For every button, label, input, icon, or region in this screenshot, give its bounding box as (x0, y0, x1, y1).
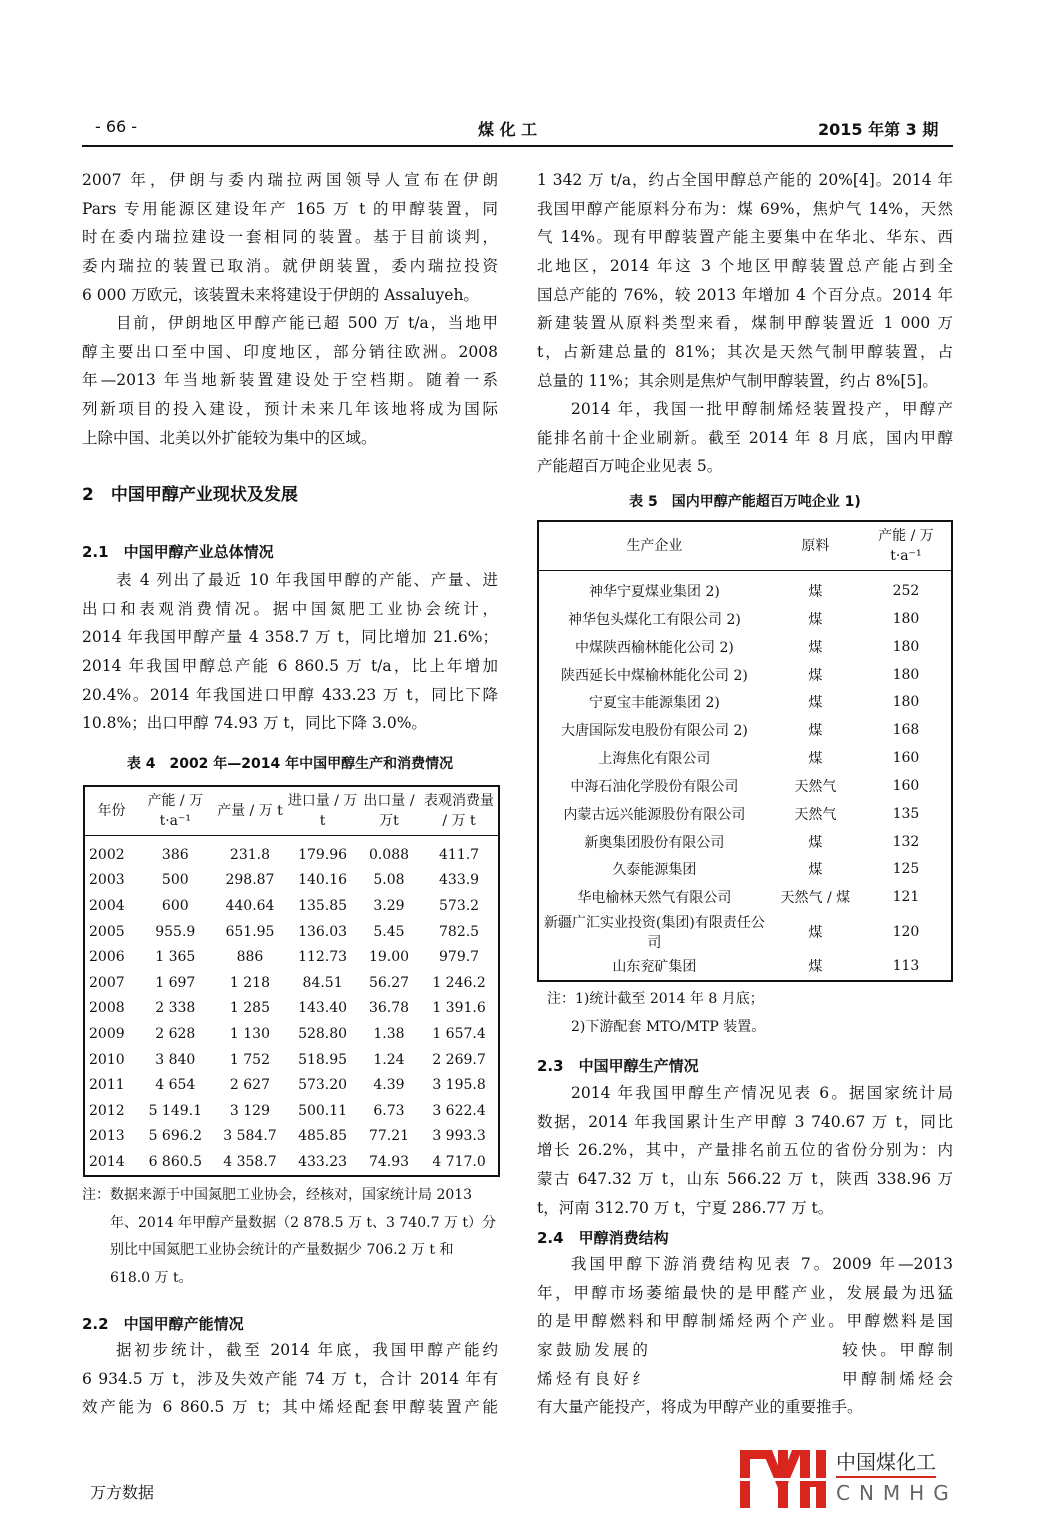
right-paragraph-4 (537, 1250, 953, 1422)
table-cell: 天然气 / 煤 (780, 890, 851, 907)
table-cell: 新奥集团股份有限公司 (584, 834, 725, 851)
text-line: Pars 专用能源区建设年产 165 万 t 的甲醇装置，同 (82, 199, 498, 218)
left-paragraph-1 (82, 166, 498, 309)
watermark-cn-text: 中国煤化工 (836, 1448, 936, 1478)
right-paragraph-3 (537, 1079, 953, 1222)
table-cell: 神华包头煤化工有限公司 2) (568, 611, 741, 628)
table-cell: 3 993.3 (432, 1128, 486, 1145)
table-cell: 180 (892, 638, 920, 655)
table-cell: 中煤陕西榆林能化公司 2) (575, 639, 734, 656)
table-cell: 573.2 (439, 897, 480, 914)
text-line: 上除中国、北美以外扩能较为集中的区域。 (82, 428, 377, 447)
table-row (84, 944, 499, 970)
header-rule (82, 145, 953, 147)
table-cell: 528.80 (298, 1025, 348, 1042)
table-cell: 2 338 (155, 1000, 196, 1017)
table-cell: 180 (892, 694, 920, 711)
table-cell: 500.11 (298, 1102, 348, 1119)
text-line: 2007 年，伊朗与委内瑞拉两国领导人宣布在伊朗 (82, 171, 498, 189)
note-line: 别比中国氮肥工业协会统计的产量数据少 706.2 万 t 和 (110, 1242, 454, 1258)
section-2-heading: 2 中国甲醇产业现状及发展 (82, 485, 298, 505)
table-cell: 2010 (89, 1051, 125, 1068)
table-cell: 252 (892, 582, 920, 599)
table-cell: 2 628 (155, 1025, 196, 1042)
note-line: 注：1)统计截至 2014 年 8 月底； (547, 991, 764, 1007)
table-cell: 500 (161, 872, 189, 889)
column-header: 产能 / 万 t·a⁻¹ (861, 521, 952, 571)
table-row (538, 883, 952, 911)
table-cell: 19.00 (368, 949, 410, 966)
table4-caption: 表 4 2002 年—2014 年中国甲醇生产和消费情况 (126, 756, 454, 772)
table-cell: 160 (892, 750, 920, 767)
table-cell: 煤 (808, 583, 823, 600)
section-2-2-heading: 2.2 中国甲醇产能情况 (82, 1315, 244, 1333)
text-line: 烯烃有良好纟 甲醇制烯烃会 (537, 1369, 953, 1388)
table-row (538, 800, 952, 828)
table-cell: 2011 (89, 1077, 125, 1094)
table-cell: 3 622.4 (432, 1102, 486, 1119)
table-cell: 56.27 (368, 974, 410, 991)
text-line: 10.8%；出口甲醇 74.93 万 t，同比下降 3.0%。 (82, 714, 427, 733)
table-cell: 411.7 (439, 846, 480, 863)
table-4 (83, 785, 500, 1177)
table-cell: 2009 (89, 1025, 125, 1042)
text-line: 年—2013 年当地新装置建设处于空档期。随着一系 (82, 371, 498, 390)
table-row (84, 919, 499, 945)
text-line: 我国甲醇产能原料分布为：煤 69%，焦炉气 14%，天然 (537, 199, 953, 218)
table-cell: 168 (892, 722, 920, 739)
text-line: 我国甲醇下游消费结构见表 7。2009 年—2013 (571, 1255, 953, 1273)
table-cell: 天然气 (794, 806, 837, 823)
text-line: 有大量产能投产，将成为甲醇产业的重要推手。 (537, 1398, 863, 1417)
note-line: 年、2014 年甲醇产量数据（2 878.5 万 t、3 740.7 万 t）分 (110, 1214, 497, 1231)
table-cell: 231.8 (229, 846, 271, 863)
column-header: 生产企业 (538, 521, 770, 571)
table-cell: 433.23 (298, 1153, 348, 1170)
table-cell: 5.45 (373, 923, 405, 940)
table-row (538, 855, 952, 883)
table-cell: 3 584.7 (223, 1128, 277, 1145)
table-cell: 2002 (89, 846, 125, 863)
table4-note (82, 1182, 502, 1292)
table-cell: 1 285 (229, 1000, 271, 1017)
table-cell: 2004 (89, 897, 125, 914)
text-line: 6 000 万欧元，该装置未来将建设于伊朗的 Assaluyeh。 (82, 285, 479, 304)
table-cell: 煤 (808, 959, 823, 976)
table-row (538, 605, 952, 633)
table-cell: 5 149.1 (148, 1102, 202, 1119)
table-cell: 1.24 (373, 1051, 405, 1068)
table-cell: 979.7 (439, 949, 480, 966)
table-cell: 132 (892, 833, 920, 850)
table-cell: 440.64 (225, 897, 275, 914)
text-line: 时在委内瑞拉建设一套相同的装置。基于目前谈判， (82, 228, 498, 247)
text-line: 委内瑞拉的装置已取消。就伊朗装置，委内瑞拉投资 (82, 257, 498, 276)
page-number: - 66 - (95, 117, 138, 136)
table-row (538, 688, 952, 716)
table-cell: 143.40 (298, 1000, 348, 1017)
column-header: 原料 (770, 521, 861, 571)
section-2-4-heading: 2.4 甲醇消费结构 (537, 1229, 669, 1247)
table-cell: 2006 (89, 949, 125, 966)
table5-notes (547, 986, 765, 1041)
table-cell: 陕西延长中煤榆林能化公司 2) (561, 667, 748, 684)
text-line: 数据，2014 年我国累计生产甲醇 3 740.67 万 t，同比 (537, 1112, 953, 1131)
table-cell: 180 (892, 610, 920, 627)
cnmhg-logo-icon (740, 1448, 832, 1510)
table-cell: 1 130 (229, 1025, 271, 1042)
table-row (538, 571, 952, 605)
table-row (84, 970, 499, 996)
table-row (84, 1098, 499, 1124)
table-5 (537, 520, 953, 982)
table-cell: 6 860.5 (148, 1153, 202, 1170)
table-cell: 4 654 (155, 1077, 196, 1094)
text-line: 能排名前十企业刷新。截至 2014 年 8 月底，国内甲醇 (537, 428, 953, 447)
table-cell: 136.03 (298, 923, 348, 940)
table-cell: 485.85 (298, 1128, 348, 1145)
text-line: 增长 26.2%，其中，产量排名前五位的省份分别为：内 (537, 1141, 953, 1160)
table-cell: 1 391.6 (432, 1000, 486, 1017)
text-line: 目前，伊朗地区甲醇产能已超 500 万 t/a，当地甲 (116, 314, 498, 332)
text-line: t，占新建总量的 81%；其次是天然气制甲醇装置，占 (537, 343, 953, 362)
table-cell: 煤 (808, 862, 823, 879)
table-cell: 1 697 (155, 974, 196, 991)
table-cell: 955.9 (155, 923, 196, 940)
column-header: 产量 / 万 t (213, 786, 288, 836)
text-line: 2014 年我国甲醇总产能 6 860.5 万 t/a，比上年增加 (82, 657, 498, 676)
section-2-1-heading: 2.1 中国甲醇产业总体情况 (82, 543, 274, 561)
table-cell: 煤 (808, 924, 823, 941)
table-cell: 1.38 (373, 1025, 405, 1042)
table-row (538, 744, 952, 772)
table-cell: 4 717.0 (432, 1153, 486, 1170)
table-cell: 煤 (808, 834, 823, 851)
table-cell: 0.088 (368, 846, 410, 863)
table-cell: 125 (892, 861, 920, 878)
table-cell: 135 (892, 805, 920, 822)
text-line: 6 934.5 万 t，涉及失效产能 74 万 t，合计 2014 年有 (82, 1369, 498, 1388)
left-paragraph-4 (82, 1336, 498, 1422)
table-cell: 433.9 (439, 872, 480, 889)
table-cell: 74.93 (368, 1153, 410, 1170)
table-cell: 3 840 (155, 1051, 196, 1068)
text-line: 20.4%。2014 年我国进口甲醇 433.23 万 t，同比下降 (82, 685, 498, 704)
table-cell: 112.73 (298, 949, 348, 966)
table-cell: 600 (161, 897, 189, 914)
column-header: 表观消费量 / 万 t (420, 786, 499, 836)
note-line: 注：数据来源于中国氮肥工业协会，经核对，国家统计局 2013 (82, 1187, 473, 1203)
table-cell: 上海焦化有限公司 (598, 751, 711, 768)
note-line: 618.0 万 t。 (110, 1269, 193, 1286)
text-line: 北地区，2014 年这 3 个地区甲醇装置总产能占到全 (537, 257, 953, 276)
table-cell: 山东兖矿集团 (612, 959, 697, 976)
footer-source: 万方数据 (90, 1483, 155, 1502)
right-paragraph-1 (537, 166, 953, 396)
table-cell: 651.95 (225, 923, 275, 940)
table-cell: 2007 (89, 974, 125, 991)
table-cell: 84.51 (302, 974, 343, 991)
text-line: 蒙古 647.32 万 t，山东 566.22 万 t，陕西 338.96 万 (537, 1170, 953, 1189)
text-line: 醇主要出口至中国、印度地区，部分销往欧洲。2008 (82, 342, 498, 361)
table-cell: 180 (892, 666, 920, 683)
table-row (84, 1021, 499, 1047)
table-row (84, 1047, 499, 1073)
right-paragraph-2 (537, 395, 953, 481)
table-cell: 518.95 (298, 1051, 348, 1068)
table-cell: 886 (236, 949, 264, 966)
table-cell: 135.85 (298, 897, 348, 914)
table-cell: 1 246.2 (432, 974, 486, 991)
table-cell: 121 (892, 889, 920, 906)
table-cell: 160 (892, 777, 920, 794)
column-header: 年份 (84, 786, 138, 836)
table-cell: 5 696.2 (148, 1128, 202, 1145)
table-cell: 1 752 (229, 1051, 271, 1068)
text-line: t，河南 312.70 万 t，宁夏 286.77 万 t。 (537, 1198, 834, 1217)
text-line: 效产能为 6 860.5 万 t；其中烯烃配套甲醇装置产能 (82, 1398, 498, 1417)
table-cell: 2 269.7 (432, 1051, 486, 1068)
table-row (84, 1149, 499, 1176)
text-line: 家鼓励发展的 较快。甲醇制 (537, 1341, 953, 1360)
table-row (84, 1072, 499, 1098)
table-cell: 煤 (808, 723, 823, 740)
table-cell: 煤 (808, 751, 823, 768)
table-row (84, 868, 499, 894)
table-cell: 内蒙古远兴能源股份有限公司 (563, 806, 746, 823)
table-cell: 天然气 (794, 778, 837, 795)
table-cell: 1 657.4 (432, 1025, 486, 1042)
text-line: 总量的 11%；其余则是焦炉气制甲醇装置，约占 8%[5]。 (537, 371, 938, 390)
left-paragraph-3 (82, 566, 498, 738)
table-cell: 神华宁夏煤业集团 2) (589, 583, 720, 600)
table-cell: 2014 (89, 1153, 125, 1170)
table-cell: 386 (161, 846, 189, 863)
left-paragraph-2 (82, 309, 498, 452)
table-cell: 煤 (808, 695, 823, 712)
table-cell: 1 365 (155, 949, 196, 966)
column-header: 进口量 / 万t (287, 786, 358, 836)
table-cell: 煤 (808, 611, 823, 628)
table-cell: 新疆广汇实业投资(集团)有限责任公司 (543, 914, 765, 951)
table-row (538, 661, 952, 689)
column-header: 产能 / 万 t·a⁻¹ (138, 786, 213, 836)
table-row (84, 1124, 499, 1150)
text-line: 列新项目的投入建设，预计未来几年该地将成为国际 (82, 400, 498, 419)
table-row (84, 893, 499, 919)
table-cell: 2013 (89, 1128, 125, 1145)
table-cell: 大唐国际发电股份有限公司 2) (561, 723, 748, 740)
table-cell: 298.87 (225, 872, 275, 889)
table-cell: 573.20 (298, 1077, 348, 1094)
watermark-en-text: CNMHG (836, 1481, 958, 1505)
table-cell: 2003 (89, 872, 125, 889)
table-row (84, 836, 499, 868)
table-row (538, 633, 952, 661)
table-cell: 36.78 (368, 1000, 410, 1017)
table-cell: 2012 (89, 1102, 125, 1119)
text-line: 2014 年我国甲醇生产情况见表 6。据国家统计局 (571, 1084, 953, 1102)
table-cell: 煤 (808, 667, 823, 684)
table-cell: 2008 (89, 1000, 125, 1017)
text-line: 新建装置从原料类型来看，煤制甲醇装置近 1 000 万 (537, 314, 953, 333)
text-line: 表 4 列出了最近 10 年我国甲醇的产能、产量、进 (116, 571, 498, 589)
text-line: 据初步统计，截至 2014 年底，我国甲醇产能约 (116, 1341, 498, 1359)
text-line: 的是甲醇燃料和甲醇制烯烃两个产业。甲醇燃料是国 (537, 1312, 953, 1331)
table-cell: 120 (892, 923, 920, 940)
table-cell: 3.29 (373, 897, 405, 914)
text-line: 1 342 万 t/a，约占全国甲醇总产能的 20%[4]。2014 年 (537, 171, 953, 189)
section-2-3-heading: 2.3 中国甲醇生产情况 (537, 1057, 699, 1075)
table-cell: 华电榆林天然气有限公司 (577, 890, 732, 907)
table-row (538, 828, 952, 856)
text-line: 2014 年我国甲醇产量 4 358.7 万 t，同比增加 21.6%； (82, 628, 498, 647)
text-line: 年，甲醇市场萎缩最快的是甲醛产业，发展最为迅猛 (537, 1283, 953, 1302)
table-cell: 久泰能源集团 (612, 862, 697, 879)
table-cell: 77.21 (368, 1128, 410, 1145)
table-cell: 782.5 (439, 923, 480, 940)
column-header: 出口量 / 万t (358, 786, 420, 836)
table-cell: 140.16 (298, 872, 348, 889)
table5-caption: 表 5 国内甲醇产能超百万吨企业 1) (629, 494, 861, 510)
text-line: 国总产能的 76%，较 2013 年增加 4 个百分点。2014 年 (537, 285, 953, 304)
issue-label: 2015 年第 3 期 (818, 120, 939, 139)
table-row (538, 772, 952, 800)
table-cell: 3 195.8 (432, 1077, 486, 1094)
text-line: 2014 年，我国一批甲醇制烯烃装置投产，甲醇产 (571, 400, 953, 418)
table-cell: 4 358.7 (223, 1153, 277, 1170)
table-row (84, 996, 499, 1022)
table-cell: 5.08 (373, 872, 405, 889)
table-row (538, 952, 952, 981)
table-cell: 宁夏宝丰能源集团 2) (589, 695, 720, 712)
table-cell: 2005 (89, 923, 125, 940)
table-cell: 1 218 (229, 974, 271, 991)
table-cell: 3 129 (229, 1102, 271, 1119)
table-cell: 179.96 (298, 846, 348, 863)
table-row (538, 716, 952, 744)
note-line: 2)下游配套 MTO/MTP 装置。 (571, 1018, 766, 1035)
text-line: 产能超百万吨企业见表 5。 (537, 457, 723, 476)
table-row (538, 911, 952, 952)
table-cell: 中海石油化学股份有限公司 (570, 778, 739, 795)
table-cell: 6.73 (373, 1102, 405, 1119)
journal-name: 煤 化 工 (478, 120, 538, 139)
table-cell: 4.39 (373, 1077, 405, 1094)
cnmhg-watermark (740, 1448, 958, 1510)
table-cell: 113 (892, 958, 920, 975)
table-cell: 煤 (808, 639, 823, 656)
text-line: 出口和表观消费情况。据中国氮肥工业协会统计， (82, 599, 498, 618)
text-line: 气 14%。现有甲醇装置产能主要集中在华北、华东、西 (537, 228, 953, 247)
table-cell: 2 627 (229, 1077, 271, 1094)
